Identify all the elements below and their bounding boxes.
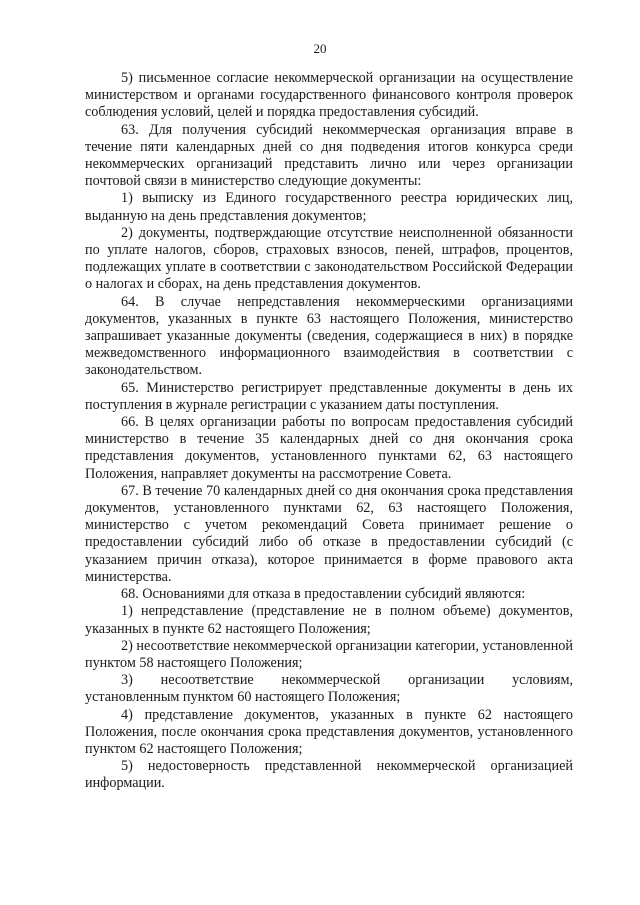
paragraph-item-5: 5) письменное согласие некоммерческой организации на осуществление министерством и органами государственного финансового контроля проверок соблюдения условий, целей и порядка предоставления субсидий. (85, 70, 573, 121)
page-number: 20 (313, 41, 327, 56)
paragraph-68-item-4: 4) представление документов, указанных в пункте 62 настоящего Положения, после окончания срока представления документов, установленного пунктом 62 настоящего Положения; (85, 706, 573, 757)
paragraph-67: 67. В течение 70 календарных дней со дня окончания срока представления документов, установленного пунктами 62, 63 настоящего Положения, министерство с учетом рекомендаций Совета принимает решение о предоставлении субсидий либо об отказе в предоставлении субсидий (с указанием причин отказа), которое принимается в форме правового акта министерства. (85, 482, 573, 585)
document-body (85, 70, 573, 793)
paragraph-63-item-1: 1) выписку из Единого государственного реестра юридических лиц, выданную на день представления документов; (85, 190, 573, 224)
paragraph-63-item-2: 2) документы, подтверждающие отсутствие неисполненной обязанности по уплате налогов, сборов, страховых взносов, пеней, штрафов, процентов, подлежащих уплате в соответствии с законодательством Российской Федерации о налогах и сборах, на день представления документов. (85, 224, 573, 293)
paragraph-68-item-3: 3) несоответствие некоммерческой организации условиям, установленным пунктом 60 настоящего Положения; (85, 672, 573, 706)
paragraph-63: 63. Для получения субсидий некоммерческая организация вправе в течение пяти календарных дней со дня подведения итогов конкурса среди некоммерческих организаций представить лично или через организации почтовой связи в министерство следующие документы: (85, 121, 573, 190)
paragraph-65: 65. Министерство регистрирует представленные документы в день их поступления в журнале регистрации с указанием даты поступления. (85, 379, 573, 413)
paragraph-68-item-5: 5) недостоверность представленной некоммерческой организацией информации. (85, 758, 573, 792)
paragraph-64: 64. В случае непредставления некоммерческими организациями документов, указанных в пункте 63 настоящего Положения, министерство запрашивает указанные документы (сведения, содержащиеся в них) в порядке межведомственного информационного взаимодействия в соответствии с законодательством. (85, 293, 573, 379)
paragraph-68-item-1: 1) непредставление (представление не в полном объеме) документов, указанных в пункте 62 настоящего Положения; (85, 603, 573, 637)
paragraph-68-item-2: 2) несоответствие некоммерческой организации категории, установленной пунктом 58 настоящего Положения; (85, 637, 573, 671)
paragraph-66: 66. В целях организации работы по вопросам предоставления субсидий министерство в течение 35 календарных дней со дня окончания срока представления документов, установленного пунктами 62, 63 настоящего Положения, направляет документы на рассмотрение Совета. (85, 414, 573, 482)
paragraph-68: 68. Основаниями для отказа в предоставлении субсидий являются: (121, 586, 526, 603)
